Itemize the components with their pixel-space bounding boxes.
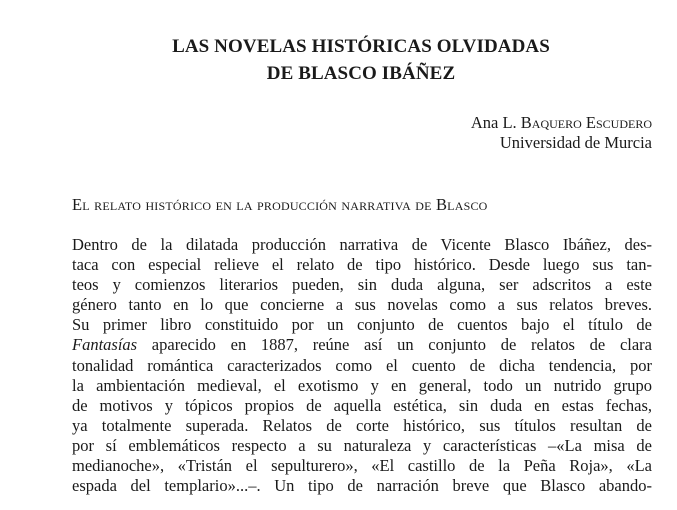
body-line: teos y comienzos literarios pueden, sin duda alguna, ser adscritos a este bbox=[72, 275, 652, 295]
body-line: de motivos y tópicos propios de aquella estética, sin duda en estas fechas, bbox=[72, 395, 652, 415]
paper-title-line-1: LAS NOVELAS HISTÓRICAS OLVIDADAS bbox=[172, 36, 550, 57]
body-line: espada del templario»...–. Un tipo de narración breve que Blasco abando- bbox=[72, 476, 652, 496]
paper-title bbox=[0, 33, 677, 87]
author-surname: Baquero Escudero bbox=[520, 113, 652, 132]
book-title-italic: Fantasías bbox=[72, 335, 138, 355]
body-paragraph bbox=[72, 235, 652, 496]
body-line: género tanto en lo que concierne a sus novelas como a sus relatos breves. bbox=[72, 295, 652, 315]
author-affiliation: Universidad de Murcia bbox=[499, 133, 652, 152]
body-line-rest: aparecido en 1887, reúne así un conjunto de relatos de clara bbox=[137, 335, 652, 355]
author-name bbox=[471, 113, 652, 133]
body-line: la ambientación medieval, el exotismo y en general, todo un nutrido grupo bbox=[72, 375, 652, 395]
section-heading: El relato histórico en la producción narrativa de Blasco bbox=[72, 195, 488, 214]
author-block bbox=[471, 113, 652, 153]
author-given-name: Ana L. bbox=[470, 113, 521, 132]
body-line: Dentro de la dilatada producción narrativa de Vicente Blasco Ibáñez, des- bbox=[72, 235, 652, 254]
body-line-with-italic-title bbox=[72, 335, 652, 355]
paper-title-line-2: DE BLASCO IBÁÑEZ bbox=[266, 63, 456, 84]
body-line: por sí emblemáticos respecto a su naturaleza y características –«La misa de bbox=[72, 435, 652, 455]
body-line: ya totalmente superada. Relatos de corte histórico, sus títulos resultan de bbox=[72, 415, 652, 435]
body-line: medianoche», «Tristán el sepulturero», «El castillo de la Peña Roja», «La bbox=[72, 456, 652, 476]
body-line: Su primer libro constituido por un conjunto de cuentos bajo el título de bbox=[72, 315, 652, 335]
body-line: taca con especial relieve el relato de tipo histórico. Desde luego sus tan- bbox=[72, 255, 652, 275]
body-line: tonalidad romántica caracterizados como el cuento de dicha tendencia, por bbox=[72, 355, 652, 375]
